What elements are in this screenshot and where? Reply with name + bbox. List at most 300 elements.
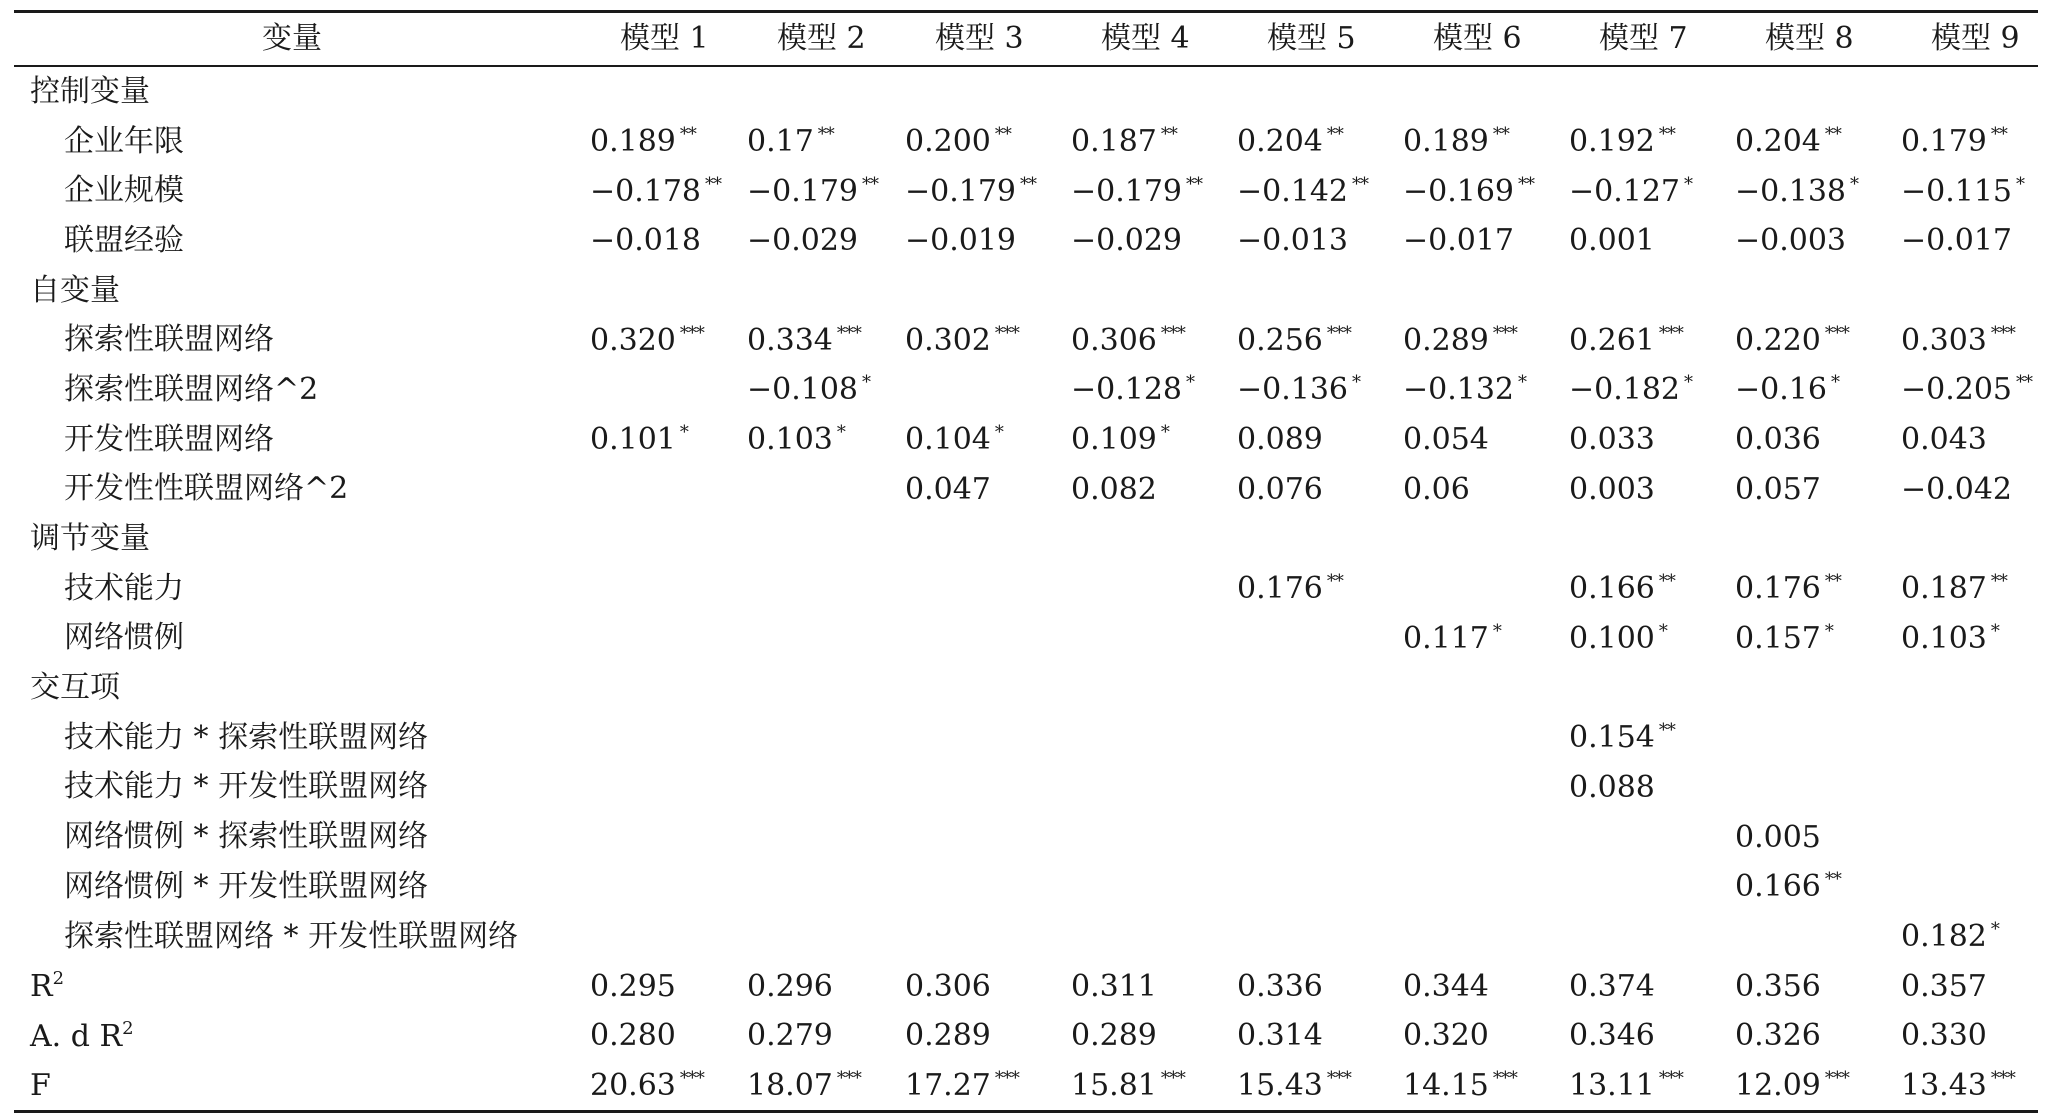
value-cell-model-3 bbox=[899, 266, 1065, 316]
coefficient: 0.176 bbox=[1237, 571, 1323, 607]
value-cell-model-7 bbox=[1563, 812, 1729, 862]
coefficient: 12.09 bbox=[1735, 1068, 1821, 1104]
value-cell-model-3 bbox=[899, 663, 1065, 713]
value-cell-model-2 bbox=[741, 166, 899, 216]
significance-stars: ** bbox=[1518, 173, 1535, 195]
value-cell-model-4 bbox=[1065, 862, 1231, 912]
significance-stars: *** bbox=[836, 322, 861, 344]
value-cell-model-1 bbox=[584, 763, 741, 813]
value-cell-model-7 bbox=[1563, 862, 1729, 912]
row-label bbox=[14, 663, 584, 713]
value-cell-model-3 bbox=[899, 713, 1065, 763]
value-cell-model-7 bbox=[1563, 564, 1729, 614]
value-cell-model-4 bbox=[1065, 614, 1231, 664]
row-label-text: 网络惯例 bbox=[64, 620, 184, 656]
value-cell-model-4 bbox=[1065, 713, 1231, 763]
value-cell-model-5 bbox=[1231, 812, 1397, 862]
value-cell-model-7 bbox=[1563, 1011, 1729, 1061]
coefficient: 0.296 bbox=[747, 968, 833, 1004]
row-label-text: 开发性性联盟网络^2 bbox=[64, 471, 349, 507]
coefficient: 0.104 bbox=[905, 422, 991, 458]
table-row bbox=[14, 465, 2038, 515]
coefficient: 0.204 bbox=[1735, 124, 1821, 160]
coefficient: 0.295 bbox=[590, 968, 676, 1004]
value-cell-model-8 bbox=[1729, 961, 1895, 1011]
section-header-row bbox=[14, 66, 2038, 117]
table-row bbox=[14, 614, 2038, 664]
significance-stars: ** bbox=[1326, 124, 1343, 146]
coefficient: 0.320 bbox=[1403, 1018, 1489, 1054]
value-cell-model-2 bbox=[741, 415, 899, 465]
table-row bbox=[14, 812, 2038, 862]
value-cell-model-1 bbox=[584, 862, 741, 912]
coefficient: 0.189 bbox=[1403, 124, 1489, 160]
table-row bbox=[14, 912, 2038, 962]
row-label bbox=[14, 415, 584, 465]
coefficient: 0.179 bbox=[1901, 124, 1987, 160]
coefficient: 0.220 bbox=[1735, 322, 1821, 358]
value-cell-model-9 bbox=[1895, 415, 2038, 465]
regression-table bbox=[14, 10, 2038, 1113]
value-cell-model-7 bbox=[1563, 216, 1729, 266]
row-label bbox=[14, 315, 584, 365]
value-cell-model-1 bbox=[584, 961, 741, 1011]
value-cell-model-5 bbox=[1231, 862, 1397, 912]
coefficient: 0.109 bbox=[1071, 422, 1157, 458]
coefficient: −0.042 bbox=[1901, 471, 2013, 507]
value-cell-model-9 bbox=[1895, 266, 2038, 316]
significance-stars: *** bbox=[679, 322, 704, 344]
value-cell-model-1 bbox=[584, 465, 741, 515]
coefficient: 0.374 bbox=[1569, 968, 1655, 1004]
coefficient: 0.06 bbox=[1403, 471, 1470, 507]
value-cell-model-4 bbox=[1065, 266, 1231, 316]
row-label-text: 探索性联盟网络 * 开发性联盟网络 bbox=[64, 918, 519, 954]
row-label-text: A. d R bbox=[30, 1018, 123, 1054]
value-cell-model-6 bbox=[1397, 1061, 1563, 1112]
value-cell-model-3 bbox=[899, 216, 1065, 266]
value-cell-model-8 bbox=[1729, 166, 1895, 216]
row-label-text: 网络惯例 * 开发性联盟网络 bbox=[64, 868, 429, 904]
value-cell-model-1 bbox=[584, 1011, 741, 1061]
coefficient: 0.192 bbox=[1569, 124, 1655, 160]
value-cell-model-7 bbox=[1563, 1061, 1729, 1112]
value-cell-model-5 bbox=[1231, 1061, 1397, 1112]
significance-stars: *** bbox=[1326, 322, 1351, 344]
coefficient: −0.128 bbox=[1071, 372, 1183, 408]
value-cell-model-6 bbox=[1397, 564, 1563, 614]
value-cell-model-1 bbox=[584, 66, 741, 117]
value-cell-model-7 bbox=[1563, 117, 1729, 167]
coefficient: 0.101 bbox=[590, 422, 676, 458]
row-label bbox=[14, 117, 584, 167]
value-cell-model-7 bbox=[1563, 365, 1729, 415]
coefficient: 0.076 bbox=[1237, 471, 1323, 507]
coefficient: 0.344 bbox=[1403, 968, 1489, 1004]
row-label-text: 技术能力 bbox=[64, 570, 184, 606]
value-cell-model-7 bbox=[1563, 961, 1729, 1011]
significance-stars: *** bbox=[1824, 1068, 1849, 1090]
value-cell-model-6 bbox=[1397, 266, 1563, 316]
value-cell-model-1 bbox=[584, 812, 741, 862]
coefficient: −0.142 bbox=[1237, 173, 1349, 209]
value-cell-model-2 bbox=[741, 514, 899, 564]
value-cell-model-9 bbox=[1895, 663, 2038, 713]
value-cell-model-2 bbox=[741, 117, 899, 167]
row-label-text: 交互项 bbox=[30, 670, 120, 706]
coefficient: 0.326 bbox=[1735, 1018, 1821, 1054]
significance-stars: *** bbox=[1658, 1068, 1683, 1090]
significance-stars: * bbox=[1990, 919, 1999, 941]
value-cell-model-6 bbox=[1397, 763, 1563, 813]
table-row bbox=[14, 862, 2038, 912]
coefficient: −0.018 bbox=[590, 223, 702, 259]
value-cell-model-4 bbox=[1065, 1011, 1231, 1061]
table-row bbox=[14, 713, 2038, 763]
coefficient: 0.176 bbox=[1735, 571, 1821, 607]
value-cell-model-3 bbox=[899, 66, 1065, 117]
value-cell-model-8 bbox=[1729, 216, 1895, 266]
value-cell-model-2 bbox=[741, 315, 899, 365]
value-cell-model-1 bbox=[584, 912, 741, 962]
significance-stars: *** bbox=[1492, 1068, 1517, 1090]
significance-stars: ** bbox=[862, 173, 879, 195]
coefficient: 0.187 bbox=[1071, 124, 1157, 160]
significance-stars: *** bbox=[994, 322, 1019, 344]
value-cell-model-2 bbox=[741, 1011, 899, 1061]
value-cell-model-8 bbox=[1729, 763, 1895, 813]
significance-stars: * bbox=[1850, 173, 1859, 195]
value-cell-model-9 bbox=[1895, 614, 2038, 664]
value-cell-model-6 bbox=[1397, 315, 1563, 365]
coefficient: 15.81 bbox=[1071, 1068, 1157, 1104]
value-cell-model-9 bbox=[1895, 862, 2038, 912]
row-label bbox=[14, 862, 584, 912]
significance-stars: ** bbox=[1990, 571, 2007, 593]
value-cell-model-9 bbox=[1895, 315, 2038, 365]
value-cell-model-7 bbox=[1563, 465, 1729, 515]
value-cell-model-1 bbox=[584, 166, 741, 216]
significance-stars: * bbox=[1352, 372, 1361, 394]
coefficient: 0.088 bbox=[1569, 769, 1655, 805]
row-label-text: 联盟经验 bbox=[64, 222, 184, 258]
value-cell-model-3 bbox=[899, 564, 1065, 614]
value-cell-model-8 bbox=[1729, 266, 1895, 316]
coefficient: 13.11 bbox=[1569, 1068, 1655, 1104]
significance-stars: * bbox=[836, 422, 845, 444]
value-cell-model-4 bbox=[1065, 465, 1231, 515]
coefficient: −0.136 bbox=[1237, 372, 1349, 408]
significance-stars: * bbox=[2016, 173, 2025, 195]
row-label-text: 探索性联盟网络^2 bbox=[64, 371, 319, 407]
stat-row bbox=[14, 1011, 2038, 1061]
significance-stars: * bbox=[1186, 372, 1195, 394]
value-cell-model-6 bbox=[1397, 514, 1563, 564]
value-cell-model-1 bbox=[584, 216, 741, 266]
value-cell-model-4 bbox=[1065, 514, 1231, 564]
value-cell-model-4 bbox=[1065, 564, 1231, 614]
coefficient: 0.303 bbox=[1901, 322, 1987, 358]
coefficient: −0.132 bbox=[1403, 372, 1515, 408]
section-header-row bbox=[14, 266, 2038, 316]
value-cell-model-3 bbox=[899, 1011, 1065, 1061]
coefficient: 15.43 bbox=[1237, 1068, 1323, 1104]
row-label-text: F bbox=[30, 1067, 51, 1103]
table-row bbox=[14, 117, 2038, 167]
coefficient: 0.302 bbox=[905, 322, 991, 358]
value-cell-model-3 bbox=[899, 1061, 1065, 1112]
coefficient: −0.017 bbox=[1901, 223, 2013, 259]
row-label-text: 技术能力 * 探索性联盟网络 bbox=[64, 719, 429, 755]
significance-stars: ** bbox=[1990, 124, 2007, 146]
row-label-text: 探索性联盟网络 bbox=[64, 322, 274, 358]
row-label bbox=[14, 365, 584, 415]
coefficient: −0.029 bbox=[747, 223, 859, 259]
coefficient: 0.103 bbox=[747, 422, 833, 458]
value-cell-model-6 bbox=[1397, 912, 1563, 962]
value-cell-model-5 bbox=[1231, 266, 1397, 316]
table-row bbox=[14, 763, 2038, 813]
value-cell-model-2 bbox=[741, 961, 899, 1011]
value-cell-model-3 bbox=[899, 763, 1065, 813]
coefficient: 0.330 bbox=[1901, 1018, 1987, 1054]
value-cell-model-9 bbox=[1895, 564, 2038, 614]
value-cell-model-5 bbox=[1231, 663, 1397, 713]
coefficient: 0.189 bbox=[590, 124, 676, 160]
coefficient: 0.306 bbox=[905, 968, 991, 1004]
column-header-model-9: 模型 9 bbox=[1931, 21, 2020, 56]
coefficient: −0.16 bbox=[1735, 372, 1827, 408]
value-cell-model-5 bbox=[1231, 166, 1397, 216]
value-cell-model-1 bbox=[584, 117, 741, 167]
column-header-variable: 变量 bbox=[262, 21, 322, 56]
significance-stars: ** bbox=[1492, 124, 1509, 146]
value-cell-model-1 bbox=[584, 564, 741, 614]
value-cell-model-8 bbox=[1729, 66, 1895, 117]
value-cell-model-3 bbox=[899, 912, 1065, 962]
significance-stars: * bbox=[1684, 173, 1693, 195]
row-label-text: 自变量 bbox=[30, 272, 120, 308]
coefficient: 0.314 bbox=[1237, 1018, 1323, 1054]
value-cell-model-8 bbox=[1729, 315, 1895, 365]
value-cell-model-3 bbox=[899, 961, 1065, 1011]
row-label bbox=[14, 216, 584, 266]
value-cell-model-9 bbox=[1895, 166, 2038, 216]
value-cell-model-7 bbox=[1563, 266, 1729, 316]
row-label bbox=[14, 763, 584, 813]
significance-stars: *** bbox=[1990, 1068, 2015, 1090]
coefficient: −0.019 bbox=[905, 223, 1017, 259]
significance-stars: * bbox=[1518, 372, 1527, 394]
stat-row bbox=[14, 1061, 2038, 1112]
value-cell-model-5 bbox=[1231, 961, 1397, 1011]
coefficient: 0.311 bbox=[1071, 968, 1157, 1004]
value-cell-model-8 bbox=[1729, 812, 1895, 862]
significance-stars: ** bbox=[1658, 124, 1675, 146]
value-cell-model-8 bbox=[1729, 514, 1895, 564]
coefficient: −0.029 bbox=[1071, 223, 1183, 259]
coefficient: 0.306 bbox=[1071, 322, 1157, 358]
row-label-text: R bbox=[30, 969, 53, 1005]
value-cell-model-9 bbox=[1895, 961, 2038, 1011]
value-cell-model-4 bbox=[1065, 912, 1231, 962]
coefficient: 0.256 bbox=[1237, 322, 1323, 358]
value-cell-model-3 bbox=[899, 365, 1065, 415]
value-cell-model-1 bbox=[584, 365, 741, 415]
column-header-model-3: 模型 3 bbox=[935, 21, 1024, 56]
value-cell-model-5 bbox=[1231, 365, 1397, 415]
value-cell-model-4 bbox=[1065, 66, 1231, 117]
value-cell-model-4 bbox=[1065, 166, 1231, 216]
value-cell-model-5 bbox=[1231, 415, 1397, 465]
column-header-model-5: 模型 5 bbox=[1267, 21, 1356, 56]
coefficient: −0.169 bbox=[1403, 173, 1515, 209]
coefficient: 0.057 bbox=[1735, 471, 1821, 507]
row-label-text: 控制变量 bbox=[30, 73, 150, 109]
value-cell-model-8 bbox=[1729, 1011, 1895, 1061]
value-cell-model-5 bbox=[1231, 912, 1397, 962]
coefficient: 0.182 bbox=[1901, 919, 1987, 955]
value-cell-model-1 bbox=[584, 1061, 741, 1112]
value-cell-model-8 bbox=[1729, 365, 1895, 415]
value-cell-model-2 bbox=[741, 1061, 899, 1112]
value-cell-model-9 bbox=[1895, 1011, 2038, 1061]
value-cell-model-8 bbox=[1729, 465, 1895, 515]
value-cell-model-7 bbox=[1563, 514, 1729, 564]
coefficient: 0.261 bbox=[1569, 322, 1655, 358]
row-label bbox=[14, 266, 584, 316]
coefficient: −0.108 bbox=[747, 372, 859, 408]
value-cell-model-3 bbox=[899, 315, 1065, 365]
coefficient: 0.289 bbox=[1071, 1018, 1157, 1054]
value-cell-model-4 bbox=[1065, 663, 1231, 713]
value-cell-model-6 bbox=[1397, 862, 1563, 912]
value-cell-model-6 bbox=[1397, 66, 1563, 117]
value-cell-model-7 bbox=[1563, 763, 1729, 813]
value-cell-model-6 bbox=[1397, 812, 1563, 862]
significance-stars: ** bbox=[1020, 173, 1037, 195]
value-cell-model-4 bbox=[1065, 315, 1231, 365]
stat-row bbox=[14, 961, 2038, 1011]
significance-stars: *** bbox=[679, 1068, 704, 1090]
value-cell-model-8 bbox=[1729, 912, 1895, 962]
section-header-row bbox=[14, 663, 2038, 713]
coefficient: 0.320 bbox=[590, 322, 676, 358]
significance-stars: ** bbox=[2016, 372, 2033, 394]
coefficient: −0.205 bbox=[1901, 372, 2013, 408]
value-cell-model-3 bbox=[899, 415, 1065, 465]
value-cell-model-3 bbox=[899, 166, 1065, 216]
value-cell-model-8 bbox=[1729, 564, 1895, 614]
value-cell-model-3 bbox=[899, 614, 1065, 664]
value-cell-model-4 bbox=[1065, 812, 1231, 862]
value-cell-model-2 bbox=[741, 862, 899, 912]
row-label-text: 企业年限 bbox=[64, 123, 184, 159]
value-cell-model-2 bbox=[741, 365, 899, 415]
value-cell-model-2 bbox=[741, 266, 899, 316]
value-cell-model-3 bbox=[899, 812, 1065, 862]
value-cell-model-8 bbox=[1729, 614, 1895, 664]
coefficient: −0.013 bbox=[1237, 223, 1349, 259]
value-cell-model-4 bbox=[1065, 216, 1231, 266]
significance-stars: ** bbox=[679, 124, 696, 146]
value-cell-model-4 bbox=[1065, 415, 1231, 465]
significance-stars: * bbox=[679, 422, 688, 444]
significance-stars: * bbox=[1160, 422, 1169, 444]
significance-stars: *** bbox=[1160, 322, 1185, 344]
coefficient: 0.166 bbox=[1735, 869, 1821, 905]
value-cell-model-6 bbox=[1397, 961, 1563, 1011]
significance-stars: * bbox=[862, 372, 871, 394]
value-cell-model-6 bbox=[1397, 1011, 1563, 1061]
coefficient: −0.138 bbox=[1735, 173, 1847, 209]
value-cell-model-8 bbox=[1729, 415, 1895, 465]
value-cell-model-3 bbox=[899, 117, 1065, 167]
significance-stars: * bbox=[1990, 620, 1999, 642]
significance-stars: ** bbox=[1352, 173, 1369, 195]
row-label bbox=[14, 66, 584, 117]
value-cell-model-6 bbox=[1397, 216, 1563, 266]
header-row bbox=[14, 12, 2038, 67]
value-cell-model-6 bbox=[1397, 465, 1563, 515]
coefficient: 17.27 bbox=[905, 1068, 991, 1104]
coefficient: 0.356 bbox=[1735, 968, 1821, 1004]
row-label bbox=[14, 1011, 584, 1061]
coefficient: −0.178 bbox=[590, 173, 702, 209]
value-cell-model-9 bbox=[1895, 713, 2038, 763]
significance-stars: * bbox=[1824, 620, 1833, 642]
coefficient: −0.127 bbox=[1569, 173, 1681, 209]
value-cell-model-4 bbox=[1065, 961, 1231, 1011]
coefficient: 0.279 bbox=[747, 1018, 833, 1054]
column-header-model-1: 模型 1 bbox=[620, 21, 709, 56]
significance-stars: ** bbox=[1160, 124, 1177, 146]
coefficient: 0.036 bbox=[1735, 422, 1821, 458]
significance-stars: ** bbox=[1824, 869, 1841, 891]
coefficient: 0.289 bbox=[905, 1018, 991, 1054]
coefficient: −0.115 bbox=[1901, 173, 2013, 209]
coefficient: 0.154 bbox=[1569, 720, 1655, 756]
value-cell-model-7 bbox=[1563, 66, 1729, 117]
value-cell-model-9 bbox=[1895, 912, 2038, 962]
coefficient: −0.003 bbox=[1735, 223, 1847, 259]
value-cell-model-2 bbox=[741, 912, 899, 962]
value-cell-model-2 bbox=[741, 66, 899, 117]
column-header-model-2: 模型 2 bbox=[777, 21, 866, 56]
value-cell-model-1 bbox=[584, 266, 741, 316]
row-label-text: 企业规模 bbox=[64, 173, 184, 209]
significance-stars: ** bbox=[1186, 173, 1203, 195]
value-cell-model-6 bbox=[1397, 713, 1563, 763]
value-cell-model-8 bbox=[1729, 713, 1895, 763]
value-cell-model-7 bbox=[1563, 614, 1729, 664]
significance-stars: ** bbox=[1658, 571, 1675, 593]
row-label bbox=[14, 166, 584, 216]
coefficient: 0.103 bbox=[1901, 620, 1987, 656]
coefficient: 0.280 bbox=[590, 1018, 676, 1054]
value-cell-model-8 bbox=[1729, 663, 1895, 713]
coefficient: 0.005 bbox=[1735, 819, 1821, 855]
value-cell-model-3 bbox=[899, 862, 1065, 912]
column-header-model-8: 模型 8 bbox=[1765, 21, 1854, 56]
superscript: 2 bbox=[122, 1017, 134, 1039]
significance-stars: * bbox=[1658, 620, 1667, 642]
value-cell-model-9 bbox=[1895, 66, 2038, 117]
value-cell-model-5 bbox=[1231, 763, 1397, 813]
coefficient: −0.017 bbox=[1403, 223, 1515, 259]
value-cell-model-5 bbox=[1231, 713, 1397, 763]
value-cell-model-6 bbox=[1397, 117, 1563, 167]
